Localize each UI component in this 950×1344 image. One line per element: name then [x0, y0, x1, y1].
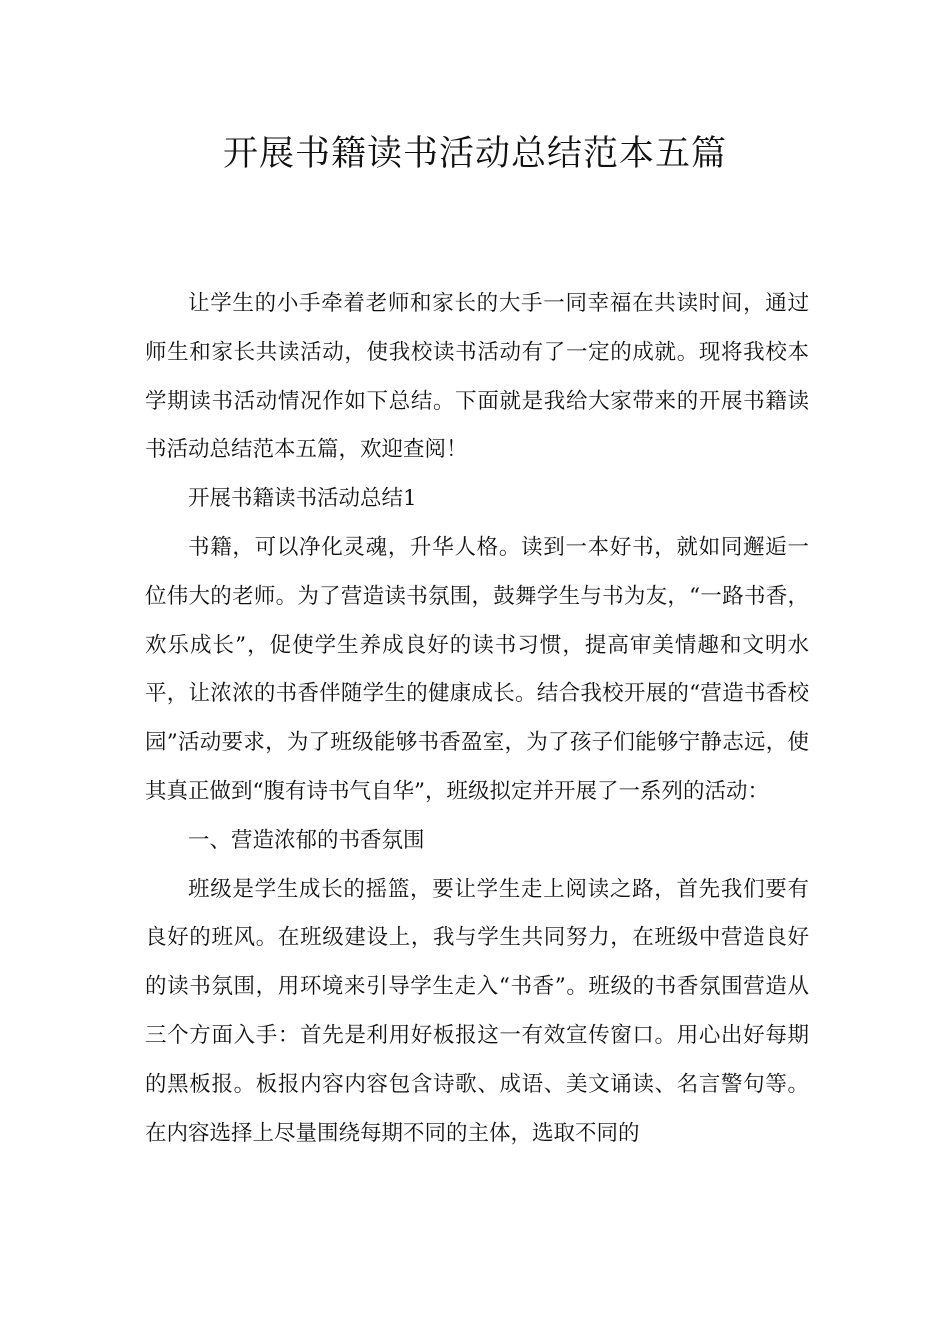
body-paragraph: 书籍，可以净化灵魂，升华人格。读到一本好书，就如同邂逅一位伟大的老师。为了营造读书氛围，鼓舞学生与书为友，“一路书香，欢乐成长”，促使学生养成良好的读书习惯，提高审美情趣和文明水平，让浓浓的书香伴随学生的健康成长。结合我校开展的“营造书香校园”活动要求，为了班级能够书香盈室，为了孩子们能够宁静志远，使其真正做到“腹有诗书气自华”，班级拟定并开展了一系列的活动： [145, 534, 809, 804]
section-heading: 开展书籍读书活动总结1 [188, 486, 417, 512]
document-body [145, 280, 809, 1158]
subsection-heading: 一、营造浓郁的书香氛围 [188, 827, 425, 853]
document-title: 开展书籍读书活动总结范本五篇 [222, 134, 727, 174]
intro-paragraph: 让学生的小手牵着老师和家长的大手一同幸福在共读时间，通过师生和家长共读活动，使我校读书活动有了一定的成就。现将我校本学期读书活动情况作如下总结。下面就是我给大家带来的开展书籍读书活动总结范本五篇，欢迎查阅！ [145, 291, 809, 463]
body-paragraph: 班级是学生成长的摇篮，要让学生走上阅读之路，首先我们要有良好的班风。在班级建设上，我与学生共同努力，在班级中营造良好的读书氛围，用环境来引导学生走入“书香”。班级的书香氛围营造从三个方面入手：首先是利用好板报这一有效宣传窗口。用心出好每期的黑板报。板报内容内容包含诗歌、成语、美文诵读、名言警句等。在内容选择上尽量围绕每期不同的主体，选取不同的 [145, 876, 809, 1146]
